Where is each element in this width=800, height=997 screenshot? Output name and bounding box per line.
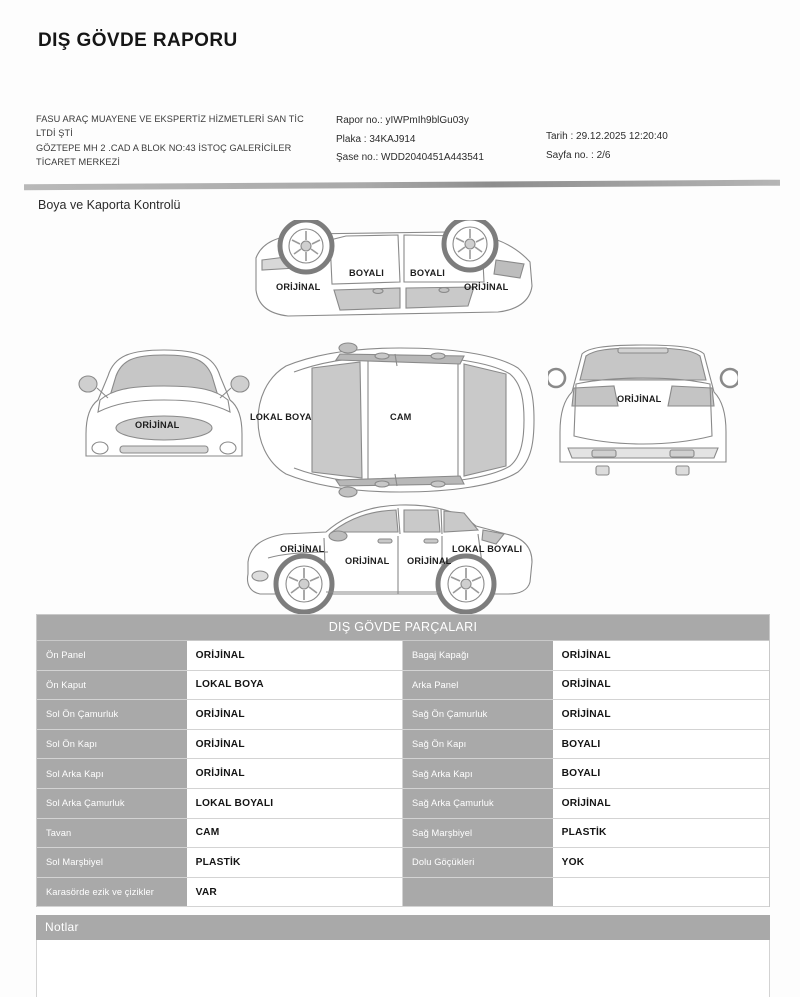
part-label: Ön Panel <box>37 641 187 670</box>
part-label: Sağ Arka Kapı <box>403 759 553 788</box>
part-value: PLASTİK <box>553 819 769 848</box>
rear-label-0: ORİJİNAL <box>617 394 662 404</box>
report-number: Rapor no.: yIWPmIh9blGu03y <box>336 115 469 126</box>
vehicle-diagrams <box>0 218 800 613</box>
part-label: Sağ Marşbiyel <box>403 819 553 848</box>
page-number: Sayfa no. : 2/6 <box>546 149 611 161</box>
company-line-1: FASU ARAÇ MUAYENE VE EKSPERTİZ HİZMETLERİ SAN TİC <box>36 114 304 124</box>
part-value: ORİJİNAL <box>553 789 769 818</box>
notes-body <box>36 940 770 997</box>
part-label: Tavan <box>37 819 187 848</box>
side-label-2: ORİJİNAL <box>407 556 452 566</box>
part-value: VAR <box>187 878 403 907</box>
report-date: Tarih : 29.12.2025 12:20:40 <box>546 131 668 142</box>
part-value: ORİJİNAL <box>553 700 769 729</box>
front-label-0: ORİJİNAL <box>135 420 180 430</box>
part-label: Sol Arka Çamurluk <box>37 789 187 818</box>
part-value: LOKAL BOYALI <box>187 789 403 818</box>
page-title: DIŞ GÖVDE RAPORU <box>38 30 238 51</box>
roof-label-3: ORİJİNAL <box>464 282 509 292</box>
exterior-parts-table <box>36 614 770 907</box>
notes-section <box>36 915 770 997</box>
part-value: BOYALI <box>553 730 769 759</box>
part-label: Arka Panel <box>403 671 553 700</box>
plan-label-0: LOKAL BOYA <box>250 412 312 422</box>
part-value: ORİJİNAL <box>187 641 403 670</box>
side-label-0: ORİJİNAL <box>280 544 325 554</box>
part-label: Sağ Ön Kapı <box>403 730 553 759</box>
table-row <box>37 700 769 730</box>
part-value: LOKAL BOYA <box>187 671 403 700</box>
part-value: ORİJİNAL <box>187 730 403 759</box>
front-view-diagram <box>78 342 250 470</box>
part-label: Karasörde ezik ve çizikler <box>37 878 187 907</box>
part-value: ORİJİNAL <box>187 700 403 729</box>
table-row <box>37 730 769 760</box>
notes-header: Notlar <box>36 915 770 940</box>
part-value: PLASTİK <box>187 848 403 877</box>
plan-view-diagram <box>250 340 540 500</box>
left-side-view-diagram <box>238 496 538 614</box>
table-row <box>37 671 769 701</box>
part-value: ORİJİNAL <box>553 641 769 670</box>
table-row <box>37 759 769 789</box>
company-info <box>36 112 336 169</box>
header-divider <box>24 180 780 191</box>
rear-view-diagram <box>548 340 738 480</box>
part-value: YOK <box>553 848 769 877</box>
company-line-3: GÖZTEPE MH 2 .CAD A BLOK NO:43 İSTOÇ GALERİCİLER <box>36 142 292 153</box>
part-label: Dolu Göçükleri <box>403 848 553 877</box>
part-label: Bagaj Kapağı <box>403 641 553 670</box>
part-value: CAM <box>187 819 403 848</box>
roof-label-2: BOYALI <box>410 268 446 278</box>
table-row <box>37 878 769 908</box>
company-line-4: TİCARET MERKEZİ <box>36 156 121 167</box>
part-value: ORİJİNAL <box>553 671 769 700</box>
part-label: Ön Kaput <box>37 671 187 700</box>
table-row <box>37 848 769 878</box>
company-line-2: LTDİ ŞTİ <box>36 128 73 139</box>
plan-label-1: CAM <box>390 412 412 422</box>
part-label: Sağ Ön Çamurluk <box>403 700 553 729</box>
part-label: Sol Ön Çamurluk <box>37 700 187 729</box>
side-label-3: LOKAL BOYALI <box>452 544 523 554</box>
part-value-empty <box>553 878 769 907</box>
table-row <box>37 641 769 671</box>
part-label: Sağ Arka Çamurluk <box>403 789 553 818</box>
report-date-page <box>546 112 766 169</box>
part-label-empty <box>403 878 553 907</box>
table-row <box>37 819 769 849</box>
parts-table-header: DIŞ GÖVDE PARÇALARI <box>37 615 769 641</box>
table-row <box>37 789 769 819</box>
part-value: BOYALI <box>553 759 769 788</box>
report-identifiers <box>336 112 546 169</box>
plate-number: Plaka : 34KAJ914 <box>336 133 416 145</box>
section-title: Boya ve Kaporta Kontrolü <box>38 198 181 212</box>
report-meta <box>36 112 776 169</box>
part-label: Sol Marşbiyel <box>37 848 187 877</box>
roof-label-0: ORİJİNAL <box>276 282 321 292</box>
chassis-number: Şase no.: WDD2040451A443541 <box>336 152 484 163</box>
roof-label-1: BOYALI <box>349 268 385 278</box>
part-label: Sol Ön Kapı <box>37 730 187 759</box>
side-label-1: ORİJİNAL <box>345 556 390 566</box>
roof-side-view-diagram <box>248 220 538 340</box>
part-value: ORİJİNAL <box>187 759 403 788</box>
part-label: Sol Arka Kapı <box>37 759 187 788</box>
